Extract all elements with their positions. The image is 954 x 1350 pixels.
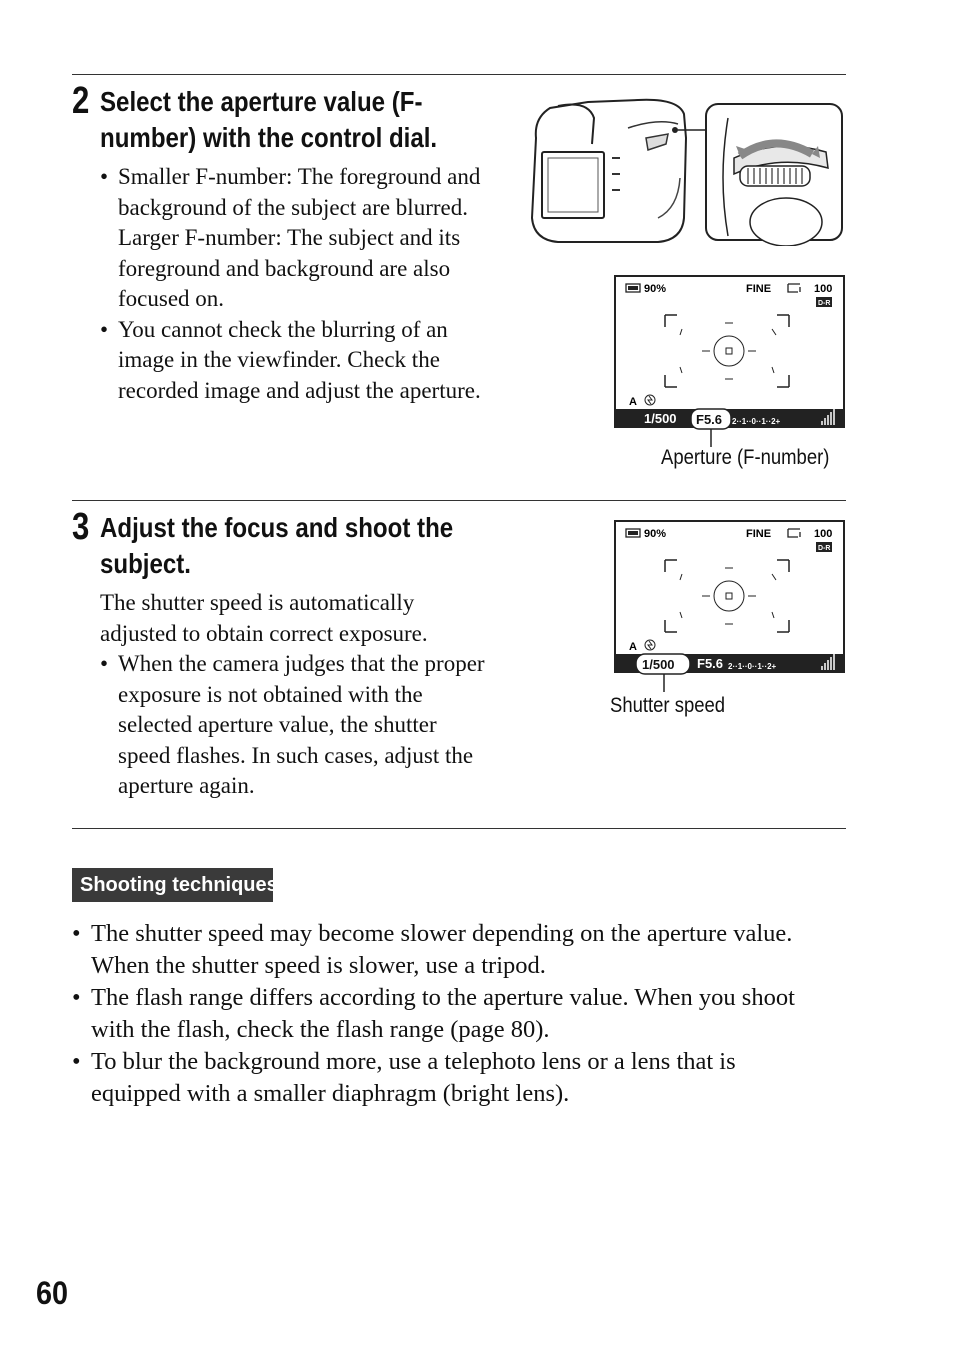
aperture-value: F5.6 — [697, 656, 724, 671]
exposure-mode: A — [629, 396, 637, 408]
text-line: • The flash range differs according to the aperture value. When you shoot — [91, 984, 795, 1011]
shutter-speed-value: 1/500 — [644, 411, 677, 426]
step-2-number: 2 — [72, 80, 90, 122]
step-3-number: 3 — [72, 506, 90, 548]
text-line: • To blur the background more, use a telephoto lens or a lens that is — [91, 1048, 736, 1075]
quality-label: FINE — [746, 283, 772, 295]
viewfinder-display-shutter — [614, 520, 846, 700]
quality-label: FINE — [746, 528, 772, 540]
text-line: background of the subject are blurred. — [118, 194, 468, 220]
bullet-item — [100, 315, 520, 407]
aperture-caption: Aperture (F-number) — [661, 446, 830, 469]
shooting-techniques-label: Shooting techniques — [72, 868, 273, 902]
text-line: exposure is not obtained with the — [118, 681, 423, 707]
text-line: focused on. — [118, 286, 225, 311]
camera-control-dial-illustration — [528, 98, 848, 246]
exposure-mode: A — [629, 641, 637, 653]
step-3-title-line: Adjust the focus and shoot the — [100, 512, 454, 543]
text-line: • You cannot check the blurring of an — [118, 316, 448, 342]
shutter-speed-value: 1/500 — [642, 657, 675, 672]
text-line: Larger F-number: The subject and its — [118, 225, 461, 250]
text-line: foreground and background are also — [118, 255, 451, 281]
text-line: speed flashes. In such cases, adjust the — [118, 742, 474, 768]
step-2-body — [100, 162, 520, 406]
bullet-item — [72, 1046, 852, 1110]
text-line: adjusted to obtain correct exposure. — [100, 620, 428, 646]
dro-label: D-R — [818, 545, 831, 552]
aperture-value: F5.6 — [696, 412, 723, 427]
section-divider-top — [72, 74, 846, 75]
step-3-body — [100, 588, 520, 802]
text-line: selected aperture value, the shutter — [118, 712, 437, 737]
exposure-scale: 2··1··0··1··2+ — [732, 417, 781, 426]
bullet-item — [100, 162, 520, 315]
bullet-item — [100, 649, 520, 802]
exposure-scale: 2··1··0··1··2+ — [728, 662, 777, 671]
text-line: image in the viewfinder. Check the — [118, 347, 440, 372]
text-line: equipped with a smaller diaphragm (bright lens). — [91, 1080, 570, 1107]
dro-label: D-R — [818, 300, 831, 307]
section-divider-middle — [72, 500, 846, 501]
step-2-title-line: number) with the control dial. — [100, 122, 438, 153]
shots-remaining: 100 — [814, 528, 833, 540]
battery-percent: 90% — [644, 528, 667, 540]
shots-remaining: 100 — [814, 283, 833, 295]
step-3-title-line: subject. — [100, 548, 191, 579]
bullet-item — [72, 982, 852, 1046]
text-line: • When the camera judges that the proper — [118, 651, 485, 676]
shutter-speed-caption: Shutter speed — [610, 694, 726, 717]
step-3-title — [100, 510, 478, 582]
text-line: The shutter speed is automatically — [100, 590, 415, 615]
page-number: 60 — [36, 1275, 69, 1311]
text-line: aperture again. — [118, 773, 255, 798]
shooting-techniques-list — [72, 918, 852, 1110]
text-line: recorded image and adjust the aperture. — [118, 377, 481, 403]
text-line: When the shutter speed is slower, use a tripod. — [91, 952, 546, 979]
text-line: • The shutter speed may become slower depending on the aperture value. — [91, 920, 793, 947]
step-2-title — [100, 84, 478, 156]
bullet-item — [72, 918, 852, 982]
battery-percent: 90% — [644, 283, 667, 295]
text-line: with the flash, check the flash range (page 80). — [91, 1016, 550, 1043]
step-2-title-line: Select the aperture value (F- — [100, 86, 423, 117]
viewfinder-display-aperture — [614, 275, 846, 453]
text-line: • Smaller F-number: The foreground and — [118, 164, 481, 189]
section-divider-bottom — [72, 828, 846, 829]
